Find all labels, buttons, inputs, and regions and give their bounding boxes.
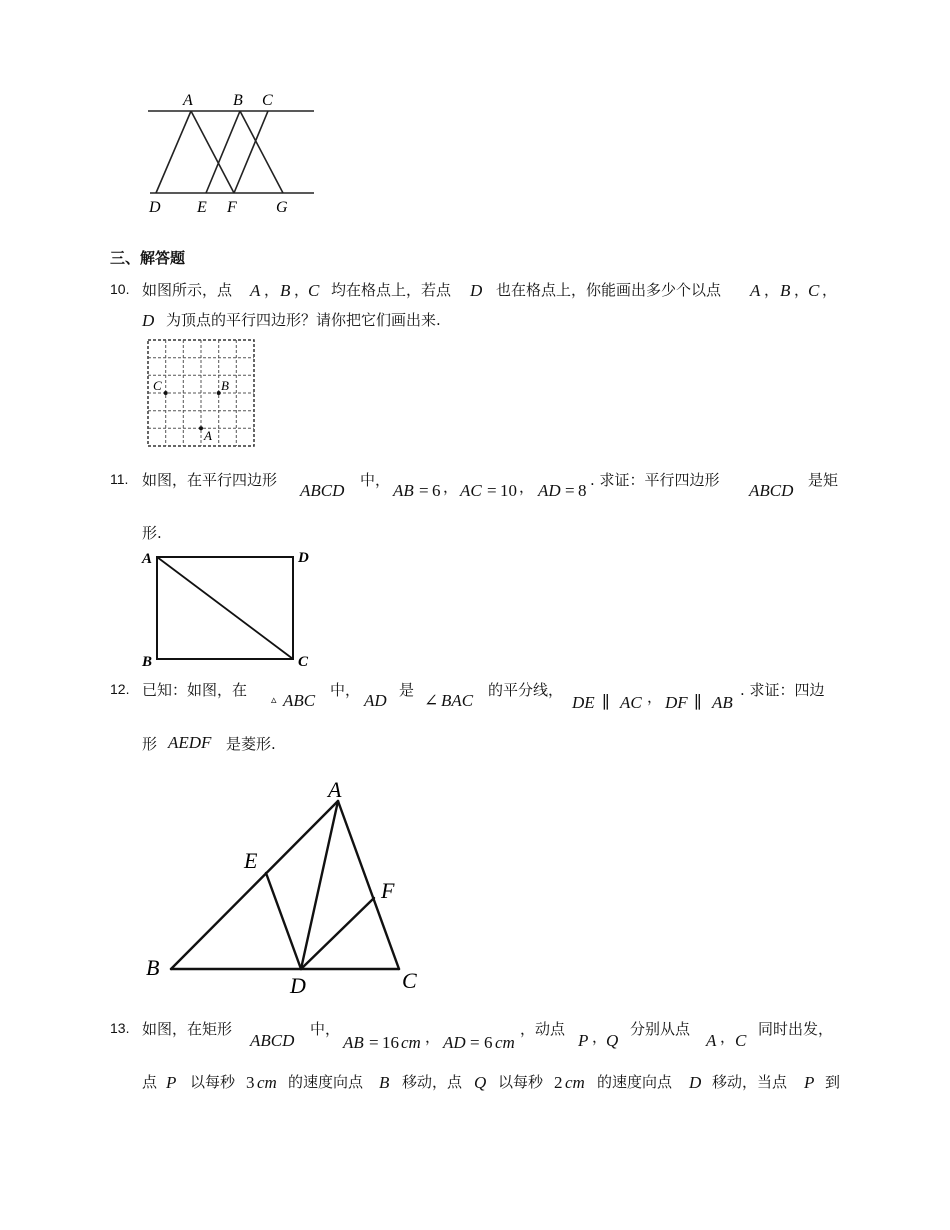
math: AEDF <box>168 733 212 752</box>
q-text: 的平分线， <box>488 681 564 699</box>
fig-label: A <box>183 92 193 109</box>
fig-label: A <box>204 428 212 443</box>
q-text: 分别从点 <box>630 1020 691 1038</box>
math: 10 <box>500 481 517 500</box>
q-text: 是菱形. <box>226 735 276 753</box>
q-text: 如图，在平行四边形 <box>142 471 278 489</box>
fig-label: D <box>298 550 309 566</box>
q-text: 同时出发， <box>758 1020 834 1038</box>
fig-label: G <box>276 199 288 216</box>
q-text: 形 <box>142 735 158 753</box>
fig-label: A <box>328 777 342 802</box>
fig-label: A <box>142 551 153 567</box>
math: P <box>578 1031 589 1050</box>
q-text: ， <box>764 281 780 299</box>
q-text: 移动，点 <box>402 1073 463 1091</box>
math: AD <box>443 1033 466 1052</box>
q-text: . 求证：四边 <box>740 681 825 699</box>
fig-label: B <box>233 92 243 109</box>
q-text: ， <box>294 281 310 299</box>
math: AD <box>538 481 561 500</box>
question-number: 10. <box>110 281 130 297</box>
fig-label: B <box>142 654 153 670</box>
math: A <box>750 281 761 300</box>
q-text: 的速度向点 <box>288 1073 364 1091</box>
fig-label: C <box>298 654 309 670</box>
q-text: ， <box>592 1028 608 1046</box>
math: A <box>250 281 261 300</box>
math: = <box>487 481 497 500</box>
math: P <box>804 1073 815 1092</box>
math: DF <box>665 693 688 712</box>
q-text: 形. <box>142 524 162 542</box>
math: 6 <box>432 481 441 500</box>
q-text: ， <box>264 281 280 299</box>
fig-label: C <box>262 92 273 109</box>
math: P <box>166 1073 177 1092</box>
fig-label: C <box>402 968 417 993</box>
math: AC <box>460 481 482 500</box>
math: B <box>780 281 791 300</box>
math: ABCD <box>250 1031 295 1050</box>
math: B <box>280 281 291 300</box>
triangle-symbol: ▵ <box>271 694 277 706</box>
q-text: 的速度向点 <box>597 1073 673 1091</box>
math: C <box>308 281 320 300</box>
parallel-symbol: ∥ <box>602 693 610 712</box>
q-text: 也在格点上，你能画出多少个以点 <box>496 281 722 299</box>
fig-label: F <box>381 878 395 903</box>
question-number: 11. <box>110 471 129 487</box>
math: D <box>689 1073 702 1092</box>
math: ABC <box>283 691 316 710</box>
q-text: ， <box>720 1028 736 1046</box>
q-text: ， <box>519 478 535 496</box>
fig-label: E <box>197 199 207 216</box>
math: AB <box>343 1033 364 1052</box>
q-text: ， <box>822 281 838 299</box>
q-text: 到 <box>825 1073 841 1091</box>
math: cm <box>495 1033 515 1052</box>
math: = <box>369 1033 379 1052</box>
math: AD <box>364 691 387 710</box>
q-text: 是矩 <box>808 471 839 489</box>
q-text: ， <box>443 478 459 496</box>
math: D <box>142 311 155 330</box>
math: D <box>470 281 483 300</box>
q-text: 中， <box>310 1020 341 1038</box>
math: A <box>706 1031 717 1050</box>
math: AB <box>393 481 414 500</box>
math: ABCD <box>749 481 794 500</box>
q-text: 移动，当点 <box>712 1073 788 1091</box>
question-number: 13. <box>110 1020 130 1036</box>
fig-label: C <box>153 378 162 393</box>
fig-label: B <box>221 378 229 393</box>
section-title: 三、解答题 <box>110 249 186 267</box>
q-text: 以每秒 <box>498 1073 544 1091</box>
math: cm <box>257 1073 277 1092</box>
math: = <box>565 481 575 500</box>
q-text: 是 <box>399 681 415 699</box>
fig-label: D <box>290 973 306 998</box>
q-text: ， <box>425 1028 441 1046</box>
q-text: ， <box>794 281 810 299</box>
math: C <box>808 281 820 300</box>
math: 2 <box>554 1073 563 1092</box>
q-text: 均在格点上，若点 <box>331 281 452 299</box>
q-text: 如图，在矩形 <box>142 1020 233 1038</box>
q-text: . 求证：平行四边形 <box>590 471 720 489</box>
q-text: 如图所示，点 <box>142 281 233 299</box>
question-number: 12. <box>110 681 130 697</box>
math: BAC <box>441 691 474 710</box>
math: = <box>419 481 429 500</box>
q-text: 为顶点的平行四边形？请你把它们画出来. <box>166 311 441 329</box>
math: AB <box>712 693 733 712</box>
math: Q <box>474 1073 487 1092</box>
q-text: 以每秒 <box>190 1073 236 1091</box>
q-text: ， <box>647 688 663 706</box>
math: 16 <box>382 1033 399 1052</box>
fig-label: B <box>146 955 160 980</box>
q-text: ，动点 <box>520 1020 566 1038</box>
fig-label: E <box>244 848 258 873</box>
angle-symbol: ∠ <box>424 691 439 710</box>
math: C <box>735 1031 747 1050</box>
fig-label: F <box>227 199 237 216</box>
q-text: 中， <box>330 681 361 699</box>
math: 3 <box>246 1073 255 1092</box>
math: ABCD <box>300 481 345 500</box>
math: DE <box>572 693 595 712</box>
parallel-symbol: ∥ <box>694 693 702 712</box>
q-text: 中， <box>360 471 391 489</box>
math: cm <box>401 1033 421 1052</box>
math: 6 <box>484 1033 493 1052</box>
math: AC <box>620 693 642 712</box>
math: 8 <box>578 481 587 500</box>
math: B <box>379 1073 390 1092</box>
fig-label: D <box>149 199 161 216</box>
math: = <box>470 1033 480 1052</box>
math: Q <box>606 1031 619 1050</box>
q-text: 点 <box>142 1073 158 1091</box>
q-text: 已知：如图，在 <box>142 681 248 699</box>
math: cm <box>565 1073 585 1092</box>
